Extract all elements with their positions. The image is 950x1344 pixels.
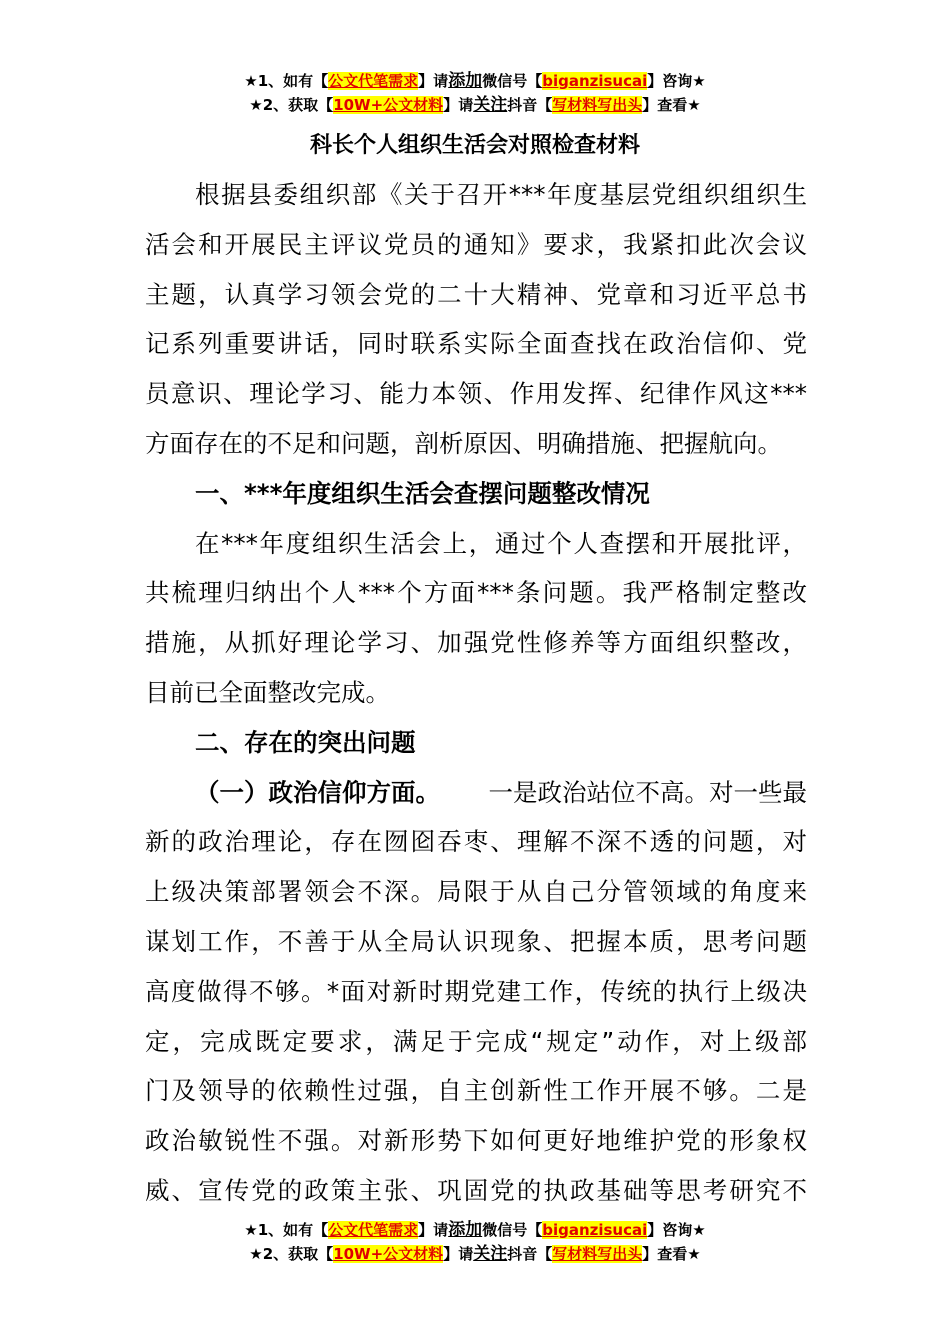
ad-text: 抖音【 bbox=[507, 96, 553, 114]
text-line bbox=[145, 768, 807, 818]
ad-text: 微信号【 bbox=[482, 72, 543, 90]
subsection-heading: （一）政治信仰方面。 bbox=[195, 777, 440, 807]
ad-highlight: 10W+公文材料 bbox=[333, 96, 444, 114]
ad-emphasis: 关注 bbox=[473, 1244, 508, 1264]
text-line: 政治敏锐性不强。对新形势下如何更好地维护党的形象权 bbox=[145, 1126, 807, 1156]
ad-text: ★2、获取【 bbox=[249, 1245, 334, 1263]
ad-emphasis: 添加 bbox=[448, 1220, 483, 1240]
text-line: 根据县委组织部《关于召开***年度基层党组织组织生 bbox=[195, 180, 807, 209]
text-line: 目前已全面整改完成。 bbox=[145, 677, 390, 707]
text-line: 措施，从抓好理论学习、加强党性修养等方面组织整改， bbox=[145, 628, 807, 658]
ad-text: 】请 bbox=[418, 72, 449, 90]
text-line: 记系列重要讲话，同时联系实际全面查找在政治信仰、党 bbox=[145, 329, 807, 359]
text-line: 新的政治理论，存在囫囵吞枣、理解不深不透的问题，对 bbox=[145, 827, 807, 857]
ad-emphasis: 关注 bbox=[473, 95, 508, 115]
ad-highlight: biganzisucai bbox=[542, 1221, 648, 1239]
ad-highlight: 10W+公文材料 bbox=[333, 1245, 444, 1263]
section-heading-1: 一、***年度组织生活会查摆问题整改情况 bbox=[195, 478, 650, 508]
ad-text: 】请 bbox=[443, 96, 474, 114]
text-line: 门及领导的依赖性过强，自主创新性工作开展不够。二是 bbox=[145, 1076, 807, 1106]
footer-ad-line-1 bbox=[0, 1218, 950, 1242]
ad-text: 】咨询★ bbox=[647, 72, 706, 90]
ad-highlight: biganzisucai bbox=[542, 72, 648, 90]
ad-text: 】查看★ bbox=[642, 1245, 701, 1263]
ad-highlight: 公文代笔需求 bbox=[328, 1221, 419, 1239]
text-line: 威、宣传党的政策主张、巩固党的执政基础等思考研究不 bbox=[145, 1175, 807, 1205]
ad-text: 】查看★ bbox=[642, 96, 701, 114]
text-line: 谋划工作，不善于从全局认识现象、把握本质，思考问题 bbox=[145, 926, 807, 956]
text-line: 高度做得不够。*面对新时期党建工作，传统的执行上级决 bbox=[145, 976, 807, 1006]
ad-emphasis: 添加 bbox=[448, 71, 483, 91]
ad-highlight: 写材料写出头 bbox=[552, 96, 643, 114]
ad-highlight: 写材料写出头 bbox=[552, 1245, 643, 1263]
text-line: 定，完成既定要求，满足于完成“规定”动作，对上级部 bbox=[145, 1026, 807, 1056]
ad-text: 抖音【 bbox=[507, 1245, 553, 1263]
text-span: 一是政治站位不高。对一些最 bbox=[488, 777, 807, 807]
ad-line-1 bbox=[0, 69, 950, 93]
document-title: 科长个人组织生活会对照检查材料 bbox=[309, 133, 640, 158]
ad-text: ★1、如有【 bbox=[244, 72, 329, 90]
text-line: 活会和开展民主评议党员的通知》要求，我紧扣此次会议 bbox=[145, 229, 807, 259]
ad-text: 】请 bbox=[443, 1245, 474, 1263]
text-line: 在***年度组织生活会上，通过个人查摆和开展批评， bbox=[195, 528, 807, 558]
footer-ad-line-2 bbox=[0, 1242, 950, 1266]
text-line: 共梳理归纳出个人***个方面***条问题。我严格制定整改 bbox=[145, 578, 807, 608]
ad-text: ★2、获取【 bbox=[249, 96, 334, 114]
text-line: 员意识、理论学习、能力本领、作用发挥、纪律作风这*** bbox=[145, 379, 807, 409]
ad-highlight: 公文代笔需求 bbox=[328, 72, 419, 90]
ad-text: 】请 bbox=[418, 1221, 449, 1239]
document-body bbox=[145, 170, 807, 1216]
text-line: 上级决策部署领会不深。局限于从自己分管领域的角度来 bbox=[145, 877, 807, 907]
text-line: 主题，认真学习领会党的二十大精神、党章和习近平总书 bbox=[145, 279, 807, 309]
ad-text: ★1、如有【 bbox=[244, 1221, 329, 1239]
text-line: 方面存在的不足和问题，剖析原因、明确措施、把握航向。 bbox=[145, 428, 782, 458]
ad-text: 】咨询★ bbox=[647, 1221, 706, 1239]
ad-line-2 bbox=[0, 93, 950, 117]
section-heading-2: 二、存在的突出问题 bbox=[195, 727, 416, 757]
ad-text: 微信号【 bbox=[482, 1221, 543, 1239]
